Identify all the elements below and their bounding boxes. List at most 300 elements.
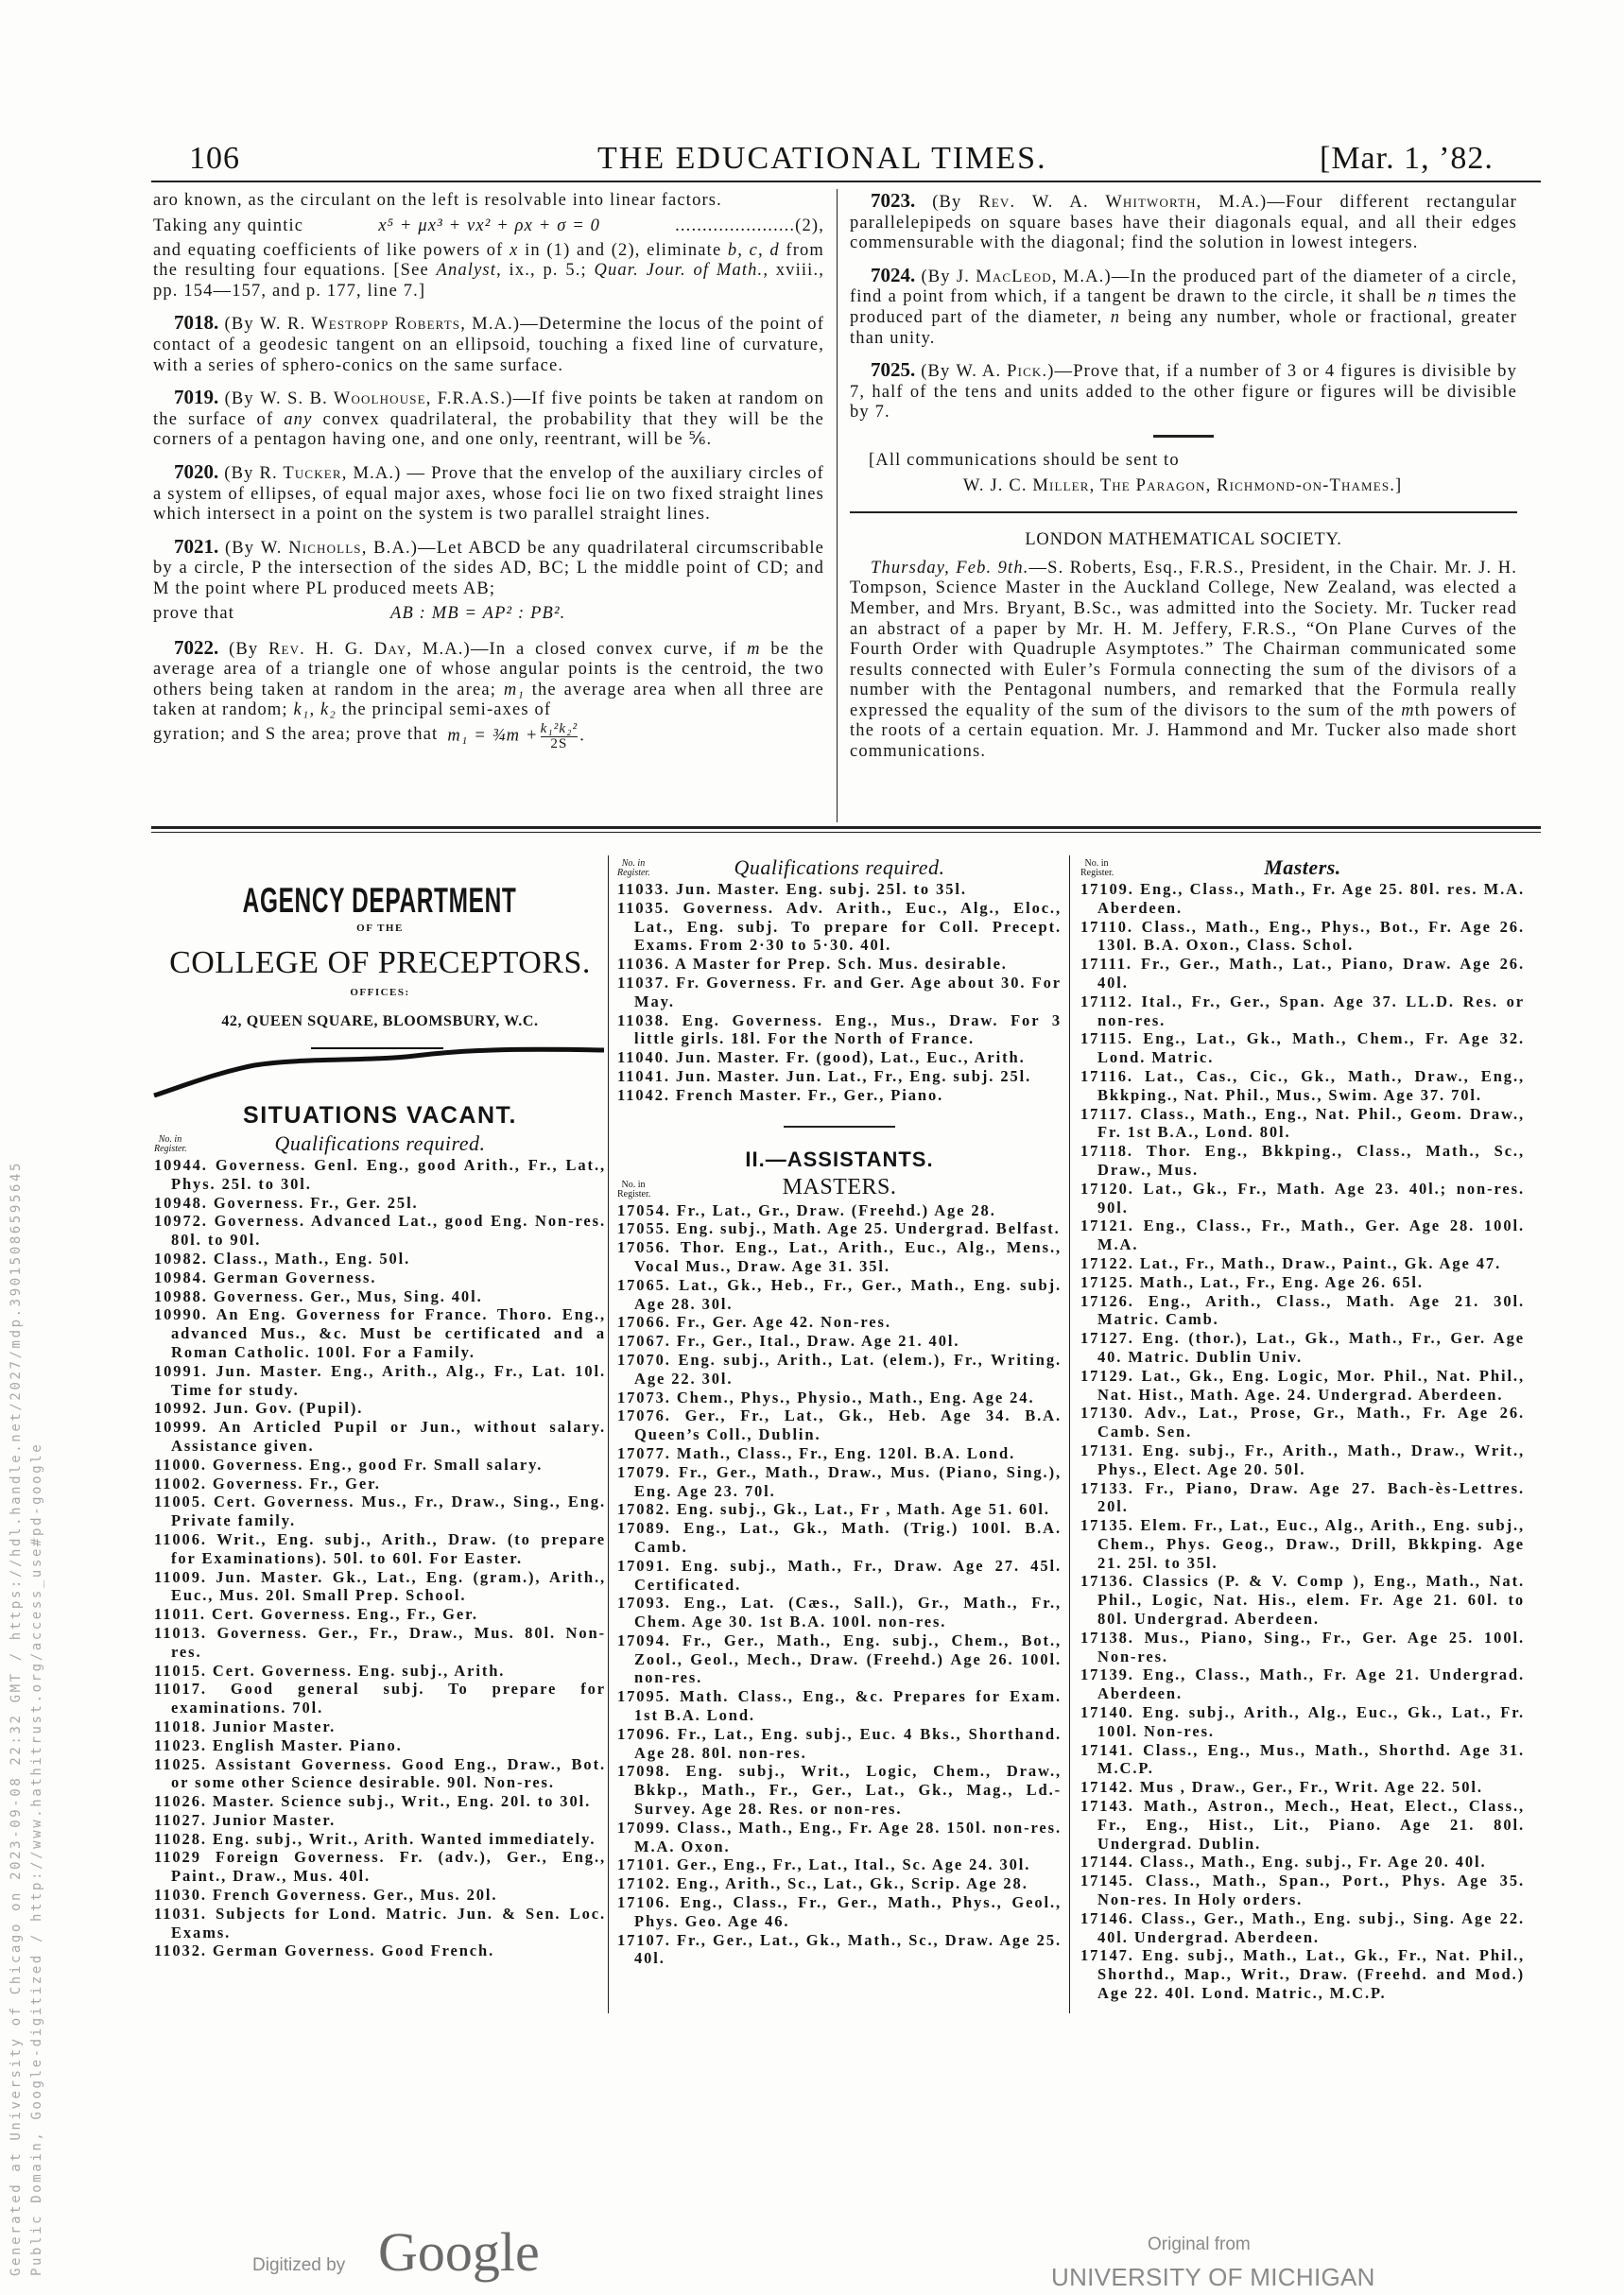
entry-qualifications: Eng., Class., Math., Fr. Age 25. 80l. res. M.A. Aberdeen. <box>1097 880 1525 917</box>
entry-qualifications: Governess. Eng., good Fr. Small salary. <box>212 1455 544 1474</box>
register-entry <box>154 1287 606 1306</box>
register-entry <box>154 1268 606 1287</box>
entry-qualifications: Fr., Ger., Math., Draw., Mus. (Piano, Sing.), Eng. Age 23. 70l. <box>634 1462 1062 1500</box>
quintic-equation: x⁵ + μx³ + νx² + ρx + σ = 0 <box>378 216 601 235</box>
register-number: 11017. <box>154 1680 207 1699</box>
section-rule <box>850 511 1517 513</box>
problems-list-right <box>850 191 1517 423</box>
problem-7018 <box>153 313 824 376</box>
register-entry <box>1080 1292 1525 1330</box>
text-run: In the produced part of the diameter of a circle, find a point from which, if a tangent be drawn to the circle, it shall be <box>850 267 1517 307</box>
register-entry <box>1080 1909 1525 1947</box>
office-address: 42, QUEEN SQUARE, BLOOMSBURY, W.C. <box>221 1013 539 1029</box>
formula-lead: gyration; and S the area; prove that <box>153 724 439 744</box>
register-entry <box>1080 880 1525 918</box>
masters-italic-heading: Masters. <box>1264 855 1341 879</box>
fraction <box>541 721 579 751</box>
register-entry <box>617 1067 1062 1086</box>
formula-text: m₁ = ¾m + <box>447 726 539 746</box>
author-name: Rev. H. G. Day <box>268 639 407 659</box>
register-number: 17096. <box>617 1724 671 1743</box>
section-double-rule-thick <box>151 826 1541 829</box>
entry-qualifications: Fr., Ger., Ital., Draw. Age 21. 40l. <box>676 1332 960 1351</box>
entry-qualifications: Fr., Ger., Math., Lat., Piano, Draw. Age 26. 40l. <box>1097 955 1525 992</box>
author-suffix: , M.A.)— <box>406 639 490 659</box>
author-name: W. R. Westropp Roberts <box>260 315 461 335</box>
masters-heading: MASTERS. <box>782 1174 897 1199</box>
register-number: 11035. <box>617 898 670 917</box>
entry-qualifications: Writ., Eng. subj., Arith., Draw. (to prepare for Examinations). 50l. to 60l. For Easter. <box>171 1529 606 1567</box>
register-number: 17107. <box>617 1930 671 1949</box>
formula <box>447 721 585 751</box>
register-number: 17056. <box>617 1238 671 1257</box>
situations-list-middle <box>617 880 1062 1105</box>
entry-qualifications: Math., Class., Fr., Eng. 120l. B.A. Lond. <box>676 1443 1016 1462</box>
entry-qualifications: Mus , Draw., Ger., Fr., Writ. Age 22. 50l. <box>1139 1778 1483 1797</box>
author-name: W. A. Pick <box>956 362 1043 382</box>
register-number: 11030. <box>154 1886 207 1905</box>
register-entry <box>154 1811 606 1830</box>
author-suffix: , F.R.A.S.)— <box>425 389 532 409</box>
register-number: 10990. <box>154 1305 208 1324</box>
register-entry <box>1080 955 1525 992</box>
register-number: 11026. <box>154 1792 207 1811</box>
italic-text: n <box>1427 287 1438 307</box>
entry-qualifications: Governess. Adv. Arith., Euc., Alg., Eloc., Lat., Eng. subj. To prepare for Coll. Precept. Exams. From 2·30 to 5·30. 40l. <box>634 898 1062 955</box>
italic-text: Analyst <box>436 261 497 281</box>
register-entry <box>617 1931 1062 1969</box>
text-run: If five points be taken at random on the surface of <box>153 389 824 429</box>
italic-text: Quar. Jour. of Math. <box>594 261 764 281</box>
register-number: 17126. <box>1080 1291 1134 1310</box>
register-number: 10972. <box>154 1212 208 1231</box>
entry-qualifications: Ger., Fr., Lat., Gk., Heb. Age 34. B.A. Queen’s Coll., Dublin. <box>634 1406 1062 1444</box>
register-entry <box>617 1444 1062 1463</box>
register-entry <box>154 1493 606 1530</box>
register-entry <box>617 1725 1062 1763</box>
register-entry <box>1080 918 1525 956</box>
entry-qualifications: Governess. Fr., Ger. 25l. <box>213 1193 419 1212</box>
entry-qualifications: Assistant Governess. Good Eng., Draw., Bot. or some other Science desirable. 90l. Non-res. <box>171 1754 606 1792</box>
formula <box>390 600 565 627</box>
text-run: in (1) and (2), eliminate <box>518 240 728 260</box>
register-number: 17115. <box>1080 1029 1133 1048</box>
register-number: 17122. <box>1080 1253 1134 1272</box>
author-suffix: , M.A.)— <box>1051 267 1131 286</box>
register-number: 17109. <box>1080 880 1134 898</box>
hathitrust-watermark <box>6 1161 47 2276</box>
register-entry <box>154 1568 606 1606</box>
entry-qualifications: Jun. Master. Jun. Lat., Fr., Eng. subj. 25l. <box>675 1066 1032 1085</box>
quintic-formula-line <box>153 213 824 239</box>
italic-text: m <box>1401 700 1415 720</box>
author-name: W. S. B. Woolhouse <box>260 389 426 409</box>
entry-qualifications: Eng., Class., Math., Fr. Age 21. Undergrad. Aberdeen. <box>1097 1665 1525 1703</box>
register-number: 17120. <box>1080 1179 1134 1198</box>
register-entry <box>617 1313 1062 1332</box>
register-entry <box>154 1830 606 1849</box>
entry-qualifications: Eng. Governess. Eng., Mus., Draw. For 3 little girls. 18l. For the North of France. <box>634 1010 1062 1048</box>
entry-qualifications: Ital., Fr., Ger., Span. Age 37. LL.D. Res. or non-res. <box>1097 992 1526 1029</box>
entry-qualifications: Jun. Master. Fr. (good), Lat., Euc., Arith. <box>675 1048 1026 1067</box>
author-prefix: (By <box>224 538 261 558</box>
register-label: No. in Register. <box>154 1134 187 1154</box>
entry-qualifications: Class., Eng., Mus., Math., Shorthd. Age 31. M.C.P. <box>1097 1740 1525 1778</box>
register-entry <box>617 1048 1062 1067</box>
entry-qualifications: Fr., Lat., Gr., Draw. (Freehd.) Age 28. <box>676 1200 996 1219</box>
text-run: being any number, whole or fractional, greater than unity. <box>850 307 1518 348</box>
italic-text: b, c, d <box>727 240 780 260</box>
register-number: 17099. <box>617 1818 671 1837</box>
entry-qualifications: Fr., Ger., Lat., Gk., Math., Sc., Draw. Age 25. 40l. <box>634 1930 1063 1968</box>
register-number: 10984. <box>154 1268 208 1286</box>
continuation-line: aro known, as the circulant on the left is resolvable into linear factors. <box>153 191 722 210</box>
watermark-line-1: Generated at University of Chicago on 2023-09-08 22:32 GMT / https://hdl.handle.net/2027/mdp.39015086595645 <box>9 1160 24 2276</box>
problem-7022 <box>153 635 825 721</box>
entry-qualifications: Junior Master. <box>212 1810 337 1829</box>
problem-7019 <box>153 388 824 451</box>
entry-qualifications: Thor. Eng., Lat., Arith., Euc., Alg., Mens., Vocal Mus., Draw. Age 31. 35l. <box>634 1238 1062 1275</box>
italic-text: x <box>510 240 519 260</box>
register-number: 17130. <box>1080 1404 1134 1423</box>
text-run: Prove that the envelop of the auxiliary circles of a system of ellipses, of equal major axes, whose foci lie on two fixed straight lines which intersect in a point on the system is two parallel straight lines. <box>153 463 824 525</box>
entry-qualifications: Class., Math., Eng., Fr. Age 28. 150l. non-res. M.A. Oxon. <box>634 1818 1062 1855</box>
register-number: 17065. <box>617 1275 671 1294</box>
register-entry <box>154 1156 606 1194</box>
entry-qualifications: Jun. Master. Eng. subj. 25l. to 35l. <box>675 880 967 898</box>
register-entry <box>617 880 1062 899</box>
entry-qualifications: An Articled Pupil or Jun., without salary. Assistance given. <box>171 1418 606 1455</box>
entry-qualifications: Master. Science subj., Writ., Eng. 20l. to 30l. <box>212 1792 592 1811</box>
register-number: 17106. <box>617 1893 671 1912</box>
author-prefix: (By <box>224 463 260 483</box>
author-prefix: (By <box>921 362 957 382</box>
text-run: Prove that, if a number of 3 or 4 figures is divisible by 7, half of the tens and units added to the other figure or figures will be divisible by 7. <box>850 362 1517 423</box>
register-entry <box>617 1631 1062 1687</box>
register-number: 17131. <box>1080 1441 1134 1459</box>
register-number: 17073. <box>617 1388 671 1406</box>
author-name: R. Tucker <box>259 463 342 483</box>
register-number: 17112. <box>1080 992 1133 1010</box>
register-number: 17111. <box>1080 955 1132 974</box>
register-entry <box>154 1941 606 1960</box>
text-run: convex quadrilateral, the probability that they will be the corners of a pentagon having one, and one only, reentrant, will be ⅚. <box>153 409 824 450</box>
lms-title: LONDON MATHEMATICAL SOCIETY. <box>1025 530 1342 550</box>
journal-title: THE EDUCATIONAL TIMES. <box>597 141 1047 176</box>
author-suffix: , M.A.)— <box>1196 193 1287 212</box>
text-run: th powers of the roots of a certain equation. Mr. J. Hammond and Mr. Tucker also made short communications. <box>850 700 1517 762</box>
register-entry <box>154 1755 606 1793</box>
italic-text: Thursday, Feb. 9th. <box>871 558 1029 578</box>
register-number: 17091. <box>617 1556 671 1575</box>
register-entry <box>1080 992 1525 1030</box>
text-run: , ix., p. 5.; <box>496 261 595 281</box>
entry-qualifications: Eng., Arith., Sc., Lat., Gk., Scrip. Age 28. <box>676 1874 1028 1893</box>
formula-lead: prove that <box>153 603 234 623</box>
text-run: Four different rectangular parallelepipeds on square bases have their diagonals equal, and all their edges commensurable with the diagonal; find the solution in lowest integers. <box>850 193 1517 253</box>
register-number: 11038. <box>617 1010 670 1029</box>
entry-qualifications: Eng., Lat. (Cæs., Sall.), Gr., Math., Fr., Chem. Age 30. 1st B.A. 100l. non-res. <box>634 1594 1062 1631</box>
issue-date: [Mar. 1, ’82. <box>1320 141 1494 176</box>
formula-line <box>153 721 824 751</box>
register-entry <box>1080 1029 1525 1067</box>
register-number: 11028. <box>154 1829 207 1848</box>
masters-italic-heading-row <box>1080 855 1525 880</box>
register-number: 11005. <box>154 1493 207 1511</box>
communications-note <box>850 451 1517 496</box>
register-number: 11015. <box>154 1661 207 1680</box>
register-number: 17141. <box>1080 1740 1134 1759</box>
entry-qualifications: Thor. Eng., Bkkping., Class., Math., Sc., Draw., Mus. <box>1097 1142 1525 1179</box>
assistants-heading: II.—ASSISTANTS. <box>745 1147 934 1171</box>
register-entry <box>154 1848 606 1886</box>
register-entry <box>617 1276 1062 1314</box>
register-number: 11040. <box>617 1048 670 1067</box>
register-number: 17094. <box>617 1631 671 1649</box>
entry-qualifications: Class., Math., Eng. subj., Fr. Age 20. 40l. <box>1139 1853 1487 1872</box>
register-number: 11009. <box>154 1567 207 1586</box>
communications-line: [All communications should be sent to <box>869 450 1180 470</box>
text-run: from the resulting four equations. [See <box>153 240 824 281</box>
register-number: 17082. <box>617 1500 671 1519</box>
qualifications-heading: Qualifications required. <box>274 1131 486 1155</box>
entry-qualifications: Eng. subj., Math. Age 25. Undergrad. Belfast. <box>676 1219 1061 1238</box>
register-entry <box>154 1736 606 1755</box>
register-entry <box>617 955 1062 974</box>
entry-qualifications: Lat., Gk., Eng. Logic, Mor. Phil., Nat. Phil., Nat. Hist., Math. Age. 24. Undergrad. Aberdeen. <box>1097 1366 1525 1404</box>
register-entry <box>154 1456 606 1475</box>
register-entry <box>154 1362 606 1400</box>
problem-number: 7021. <box>174 534 219 558</box>
entry-qualifications: Fr., Ger. Age 42. Non-res. <box>676 1313 891 1332</box>
qualifications-heading: Qualifications required. <box>734 855 945 879</box>
fraction-numerator: k₁²k₂² <box>540 720 579 736</box>
register-entry <box>154 1212 606 1250</box>
author-prefix: (By <box>932 193 979 212</box>
institution-name: UNIVERSITY OF MICHIGAN <box>1051 2263 1375 2291</box>
register-entry <box>154 1305 606 1361</box>
text-run: be the average area of a triangle one of whose angular points is the centroid, the two others being taken at random in the area; <box>153 639 825 699</box>
entry-qualifications: Governess. Ger., Mus, Sing. 40l. <box>213 1286 483 1305</box>
register-entry <box>154 1680 606 1717</box>
register-number: 11029 <box>154 1848 201 1867</box>
register-label: No. in Register. <box>617 858 650 878</box>
register-entry <box>154 1717 606 1736</box>
register-number: 11033. <box>617 880 670 898</box>
entry-qualifications: Jun. Gov. (Pupil). <box>213 1399 364 1418</box>
register-entry <box>1080 1853 1525 1872</box>
italic-text: any <box>284 409 313 429</box>
entry-qualifications: An Eng. Governess for France. Thoro. Eng., advanced Mus., &c. Must be certificated and a Roman Catholic. 100l. For a Family. <box>171 1305 606 1361</box>
entry-qualifications: Chem., Phys., Physio., Math., Eng. Age 24. <box>676 1388 1035 1406</box>
register-number: 10999. <box>154 1418 208 1437</box>
register-entry <box>154 1886 606 1905</box>
register-entry <box>154 1194 606 1213</box>
register-number: 17147. <box>1080 1946 1134 1965</box>
entry-qualifications: Class., Math., Eng., Phys., Bot., Fr. Age 26. 130l. B.A. Oxon., Class. Schol. <box>1097 917 1525 955</box>
register-entry <box>617 899 1062 955</box>
continuation-rest <box>153 241 824 302</box>
register-entry <box>1080 1778 1525 1797</box>
entry-qualifications: Fr. Governess. Fr. and Ger. Age about 30. For May. <box>634 973 1063 1010</box>
register-entry <box>154 1250 606 1268</box>
entry-qualifications: Eng. subj., Writ., Arith. Wanted immediately. <box>212 1829 596 1848</box>
problem-number: 7019. <box>174 386 219 409</box>
entry-qualifications: French Master. Fr., Ger., Piano. <box>675 1085 944 1104</box>
register-entry <box>617 1011 1062 1049</box>
text-run: Determine the locus of the point of contact of a geodesic tangent on an ellipsoid, touching a fixed line of curvature, with a series of sphero-conics on the same surface. <box>153 315 825 375</box>
register-label: No. in Register. <box>617 1179 651 1199</box>
register-entry <box>1080 1142 1525 1180</box>
register-entry <box>617 1406 1062 1444</box>
entry-qualifications: Adv., Lat., Prose, Gr., Math., Fr. Age 26. Camb. Sen. <box>1097 1404 1525 1441</box>
entry-qualifications: Eng., Class., Fr., Math., Ger. Age 28. 100l. M.A. <box>1097 1217 1525 1254</box>
register-number: 17136. <box>1080 1572 1134 1591</box>
register-number: 11025. <box>154 1754 207 1773</box>
register-number: 17054. <box>617 1200 671 1219</box>
register-number: 11000. <box>154 1455 207 1474</box>
register-entry <box>617 1557 1062 1595</box>
entry-qualifications: Cert. Governess. Mus., Fr., Draw., Sing., Eng. Private family. <box>171 1493 606 1530</box>
register-number: 17129. <box>1080 1366 1134 1385</box>
register-number: 10988. <box>154 1286 208 1305</box>
entry-qualifications: Class., Math., Span., Port., Phys. Age 35. Non-res. In Holy orders. <box>1097 1872 1525 1909</box>
register-entry <box>617 1201 1062 1220</box>
register-number: 17144. <box>1080 1853 1134 1872</box>
lms-report <box>850 559 1517 763</box>
entry-qualifications: Governess. Fr., Ger. <box>212 1474 381 1493</box>
entry-qualifications: Fr., Ger., Math., Eng. subj., Chem., Bot., Zool., Geol., Mech., Draw. (Freehd.) Age 26. 100l. non-res. <box>634 1631 1063 1687</box>
entry-qualifications: Governess. Ger., Fr., Draw., Mus. 80l. Non-res. <box>171 1623 606 1661</box>
register-number: 11023. <box>154 1735 207 1754</box>
entry-qualifications: Eng. subj., Math., Fr., Draw. Age 27. 45l. Certificated. <box>634 1556 1062 1594</box>
entry-qualifications: Classics (P. & V. Comp ), Eng., Math., Nat. Phil., Logic, Nat. His., elem. Fr. Age 21. 60l. to 80l. Undergrad. Aberdeen. <box>1097 1572 1525 1629</box>
register-number: 17089. <box>617 1519 671 1538</box>
text-run: Let ABCD be any quadrilateral circumscribable by a circle, P the intersection of the sides AD, BC; L the middle point of CD; and M the point where PL produced meets AB; <box>153 538 824 598</box>
register-number: 17143. <box>1080 1797 1134 1816</box>
digitized-by-label: Digitized by <box>252 2255 346 2275</box>
register-entry <box>617 1219 1062 1238</box>
entry-qualifications: Mus., Piano, Sing., Fr., Ger. Age 25. 100l. Non-res. <box>1097 1628 1525 1665</box>
entry-qualifications: Jun. Master. Gk., Lat., Eng. (gram.), Arith., Euc., Mus. 20l. Small Prep. School. <box>171 1567 606 1605</box>
entry-qualifications: Eng., Lat., Gk., Math., Chem., Fr. Age 32. Lond. Matric. <box>1097 1029 1525 1067</box>
register-number: 17135. <box>1080 1516 1134 1535</box>
entry-qualifications: Class., Math., Eng., Nat. Phil., Geom. Draw., Fr. 1st B.A., Lond. 80l. <box>1097 1104 1525 1142</box>
text-run: the average area when all three are taken at random; <box>153 680 824 720</box>
entry-qualifications: Fr., Lat., Eng. subj., Euc. 4 Bks., Shorthand. Age 28. 80l. non-res. <box>634 1724 1062 1762</box>
register-number: 17133. <box>1080 1478 1134 1497</box>
register-entry <box>617 974 1062 1011</box>
entry-qualifications: Good general subj. To prepare for examinations. 70l. <box>171 1680 606 1717</box>
agency-title: AGENCY DEPARTMENT <box>243 881 517 920</box>
column-divider <box>608 855 609 2013</box>
situations-list-left <box>154 1156 606 1960</box>
entry-qualifications: Junior Master. <box>212 1717 337 1735</box>
register-number: 17116. <box>1080 1066 1133 1085</box>
formula-tail: . <box>579 726 585 746</box>
text-run: —S. Roberts, Esq., F.R.S., President, in the Chair. Mr. J. H. Tompson, Science Master in the Auckland College, New Zealand, was elected a Member, and Mrs. Bryant, B.Sc., was admitted into the Society. Mr. Tucker read an abstract of a paper by Mr. H. M. Jeffery, F.R.S., “On Plane Curves of the Fourth Order with Quadruple Asymptotes.” The Chairman communicated some results connected with Euler’s Formula connecting the sum of the divisors of a number with the Pentagonal numbers, and remarked that the Formula really expressed the equality of the sum of the divisors to the sum of the <box>850 558 1517 720</box>
register-number: 17127. <box>1080 1329 1134 1348</box>
register-entry <box>154 1399 606 1418</box>
register-number: 11036. <box>617 955 670 974</box>
entry-qualifications: Math. Class., Eng., &c. Prepares for Exam. 1st B.A. Lond. <box>634 1687 1062 1725</box>
agency-column-left <box>154 855 606 1960</box>
google-logo: Google <box>378 2221 540 2283</box>
qualifications-heading-row <box>617 855 1062 880</box>
register-number: 17070. <box>617 1350 671 1369</box>
italic-text: m <box>747 639 761 659</box>
register-entry <box>617 1594 1062 1631</box>
short-rule <box>784 1126 895 1128</box>
entry-qualifications: Governess. Advanced Lat., good Eng. Non-res. 80l. to 90l. <box>171 1212 606 1250</box>
italic-text: n <box>1110 307 1121 327</box>
entry-qualifications: Class., Math., Eng. 50l. <box>213 1249 411 1268</box>
problem-number: 7025. <box>871 358 916 382</box>
text-run: and equating coefficients of like powers of <box>153 240 510 260</box>
author-prefix: (By <box>921 267 957 286</box>
italic-text: m₁ <box>503 680 525 699</box>
register-entry <box>617 1687 1062 1725</box>
register-number: 17102. <box>617 1874 671 1893</box>
short-rule <box>1153 435 1214 438</box>
register-number: 11037. <box>617 973 670 992</box>
equation-tag: ......................(2), <box>675 216 824 235</box>
entry-qualifications: Lat., Gk., Fr., Math. Age 23. 40l.; non-res. 90l. <box>1097 1179 1525 1217</box>
problem-number: 7024. <box>871 263 916 286</box>
register-number: 17140. <box>1080 1703 1134 1722</box>
entry-qualifications: Foreign Governess. Fr. (adv.), Ger., Eng., Paint., Draw., Mus. 40l. <box>171 1848 606 1886</box>
register-number: 17125. <box>1080 1272 1134 1291</box>
entry-qualifications: Math., Astron., Mech., Heat, Elect., Class., Fr., Eng., Hist., Lit., Piano. Age 21. 80l. Undergrad. Dublin. <box>1097 1797 1526 1853</box>
register-entry <box>154 1418 606 1456</box>
agency-title-wrap <box>154 882 606 920</box>
register-entry <box>1080 1217 1525 1254</box>
register-entry <box>1080 1329 1525 1367</box>
register-entry <box>1080 1404 1525 1441</box>
register-number: 17095. <box>617 1687 671 1706</box>
register-number: 17098. <box>617 1762 671 1781</box>
entry-qualifications: Eng. subj., Arith., Lat. (elem.), Fr., Writing. Age 22. 30l. <box>634 1350 1062 1388</box>
entry-qualifications: Math., Lat., Fr., Eng. Age 26. 65l. <box>1139 1272 1424 1291</box>
page-number: 106 <box>189 141 240 176</box>
entry-qualifications: Ger., Eng., Fr., Lat., Ital., Sc. Age 24. 30l. <box>676 1855 1031 1874</box>
register-number: 17055. <box>617 1219 671 1238</box>
entry-qualifications: Eng., Arith., Class., Math. Age 21. 30l. Matric. Camb. <box>1097 1291 1525 1329</box>
register-entry <box>617 1238 1062 1276</box>
entry-qualifications: Eng. subj., Gk., Lat., Fr , Math. Age 51. 60l. <box>676 1500 1050 1519</box>
register-number: 17142. <box>1080 1778 1134 1797</box>
entry-qualifications: German Governess. Good French. <box>212 1941 495 1960</box>
agency-column-middle <box>617 855 1062 1968</box>
formula-line <box>153 600 824 627</box>
register-number: 17067. <box>617 1332 671 1351</box>
register-number: 17079. <box>617 1462 671 1481</box>
register-number: 11041. <box>617 1066 670 1085</box>
masters-list-right <box>1080 880 1525 2003</box>
entry-qualifications: Eng., Class., Fr., Ger., Math., Phys., Geol., Phys. Geo. Age 46. <box>634 1893 1062 1930</box>
register-number: 17093. <box>617 1594 671 1613</box>
entry-qualifications: Eng. (thor.), Lat., Gk., Math., Fr., Ger. Age 40. Matric. Dublin Univ. <box>1097 1329 1525 1366</box>
column-divider <box>1069 855 1070 2013</box>
text-run: times the produced part of the diameter, <box>850 287 1517 327</box>
text-run: In a closed convex curve, if <box>489 639 748 659</box>
fraction-denominator: 2S <box>550 735 568 751</box>
register-number: 11013. <box>154 1623 207 1642</box>
register-number: 11006. <box>154 1529 207 1548</box>
problem-number: 7022. <box>174 635 219 659</box>
scan-smudge <box>150 1039 613 1097</box>
register-number: 10982. <box>154 1249 208 1268</box>
